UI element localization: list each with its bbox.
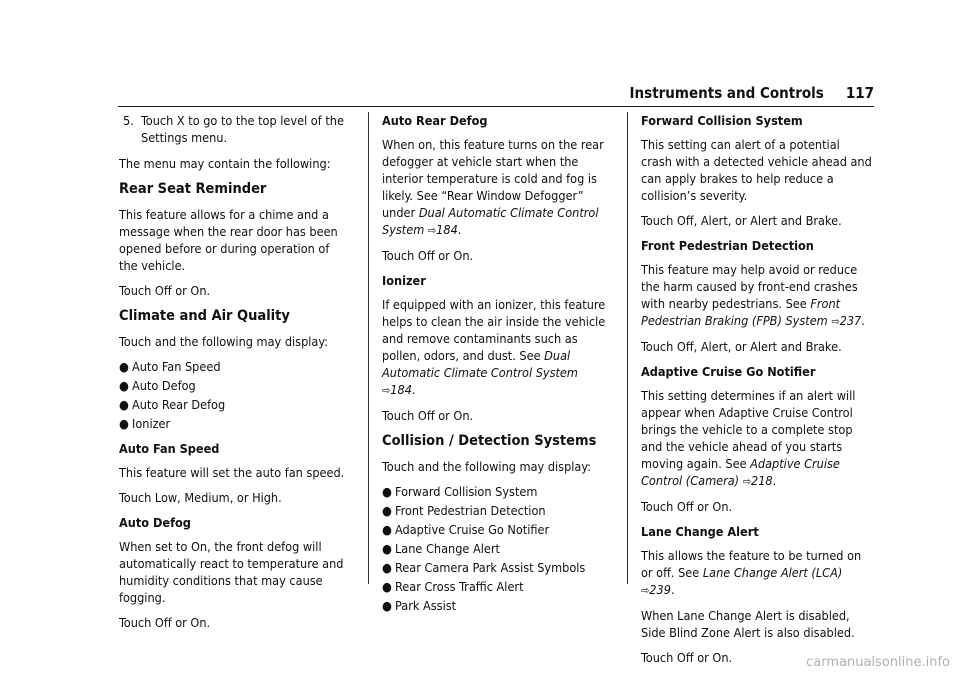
bullet-icon: ● [119, 359, 129, 374]
subheading: Auto Rear Defog [382, 113, 488, 128]
step-number: 5. [123, 113, 134, 128]
step-text: Touch X to go to the top level of the Settings menu. [141, 113, 344, 145]
list-item: ● Ionizer [119, 416, 171, 431]
page-reference[interactable]: 218 [751, 473, 773, 488]
page-arrow-icon: ⇨ [382, 384, 391, 397]
climate-list [119, 358, 351, 432]
list-item: ● Adaptive Cruise Go Notifier [382, 522, 550, 537]
page-reference[interactable]: 239 [649, 582, 671, 597]
section-title: Instruments and Controls [629, 84, 824, 102]
cross-reference-link[interactable]: Dual Automatic Climate Control System [382, 348, 578, 380]
bullet-icon: ● [119, 378, 129, 393]
page-header [630, 84, 874, 102]
heading-rear-seat-reminder: Rear Seat Reminder [119, 181, 267, 197]
subheading: Lane Change Alert [641, 524, 759, 539]
list-item: ● Auto Defog [119, 378, 196, 393]
subheading: Forward Collision System [641, 113, 803, 128]
list-item: ● Rear Camera Park Assist Symbols [382, 560, 586, 575]
paragraph: Touch and the following may display: [382, 459, 591, 474]
list-item: ● Auto Fan Speed [119, 359, 221, 374]
list-item: ● Auto Rear Defog [119, 397, 226, 412]
list-item: ● Rear Cross Traffic Alert [382, 579, 524, 594]
column-divider [368, 112, 369, 584]
bullet-icon: ● [382, 541, 392, 556]
bullet-icon: ● [382, 484, 392, 499]
header-rule [118, 106, 874, 107]
heading-climate-air-quality: Climate and Air Quality [119, 308, 290, 324]
cross-reference-link[interactable]: Front Pedestrian Braking (FPB) System [641, 296, 841, 328]
bullet-icon: ● [382, 579, 392, 594]
page-number: 117 [845, 84, 874, 102]
bullet-icon: ● [382, 598, 392, 613]
paragraph: This allows the feature to be turned on or off. See Lane Change Alert (LCA) ⇨239. [641, 548, 862, 597]
step-item [119, 112, 351, 146]
cross-reference-link[interactable]: Lane Change Alert (LCA) [702, 565, 843, 580]
paragraph: This feature may help avoid or reduce the harm caused by front-end crashes with nearby pedestrians. See Front Pedestrian Braking (FPB) System ⇨237. [641, 262, 865, 328]
column-divider [627, 112, 628, 584]
paragraph: When set to On, the front defog will automatically react to temperature and humidity conditions that may cause fogging. [119, 539, 344, 605]
bullet-icon: ● [119, 416, 129, 431]
paragraph: This feature allows for a chime and a message when the rear door has been opened before or during operation of the vehicle. [119, 207, 338, 273]
subheading: Auto Fan Speed [119, 441, 220, 456]
bullet-icon: ● [382, 560, 392, 575]
paragraph: Touch Off or On. [382, 248, 474, 263]
column-right [641, 112, 873, 674]
list-item: ● Front Pedestrian Detection [382, 503, 546, 518]
subheading: Adaptive Cruise Go Notifier [641, 364, 816, 379]
page-arrow-icon: ⇨ [831, 315, 840, 328]
bullet-icon: ● [382, 503, 392, 518]
page-arrow-icon: ⇨ [742, 475, 752, 488]
page-reference[interactable]: 184 [436, 222, 458, 237]
paragraph: Touch Off, Alert, or Alert and Brake. [641, 213, 842, 228]
paragraph: Touch Off, Alert, or Alert and Brake. [641, 339, 842, 354]
heading-collision-detection: Collision / Detection Systems [382, 433, 597, 449]
collision-list [382, 483, 614, 614]
subheading: Auto Defog [119, 515, 191, 530]
paragraph: When on, this feature turns on the rear defogger at vehicle start when the interior temperature is cold and fog is likely. See “Rear Window Defogger” under Dual Automatic Climate Control System ⇨184. [382, 137, 604, 237]
paragraph: Touch Low, Medium, or High. [119, 490, 282, 505]
page-arrow-icon: ⇨ [641, 584, 650, 597]
subheading: Ionizer [382, 273, 426, 288]
paragraph: Touch Off or On. [119, 283, 211, 298]
paragraph: This setting can alert of a potential crash with a detected vehicle ahead and can apply brakes to help reduce a collision’s severity. [641, 137, 872, 203]
cross-reference-link[interactable]: Dual Automatic Climate Control System [382, 205, 599, 237]
paragraph: If equipped with an ionizer, this feature helps to clean the air inside the vehicle and remove contaminants such as pollen, odors, and dust. See Dual Automatic Climate Control System ⇨184. [382, 297, 606, 397]
paragraph: Touch and the following may display: [119, 334, 328, 349]
column-middle [382, 112, 614, 622]
paragraph: Touch Off or On. [119, 615, 211, 630]
watermark: carmanualsonline.info [806, 655, 950, 670]
paragraph: When Lane Change Alert is disabled, Side Blind Zone Alert is also disabled. [641, 608, 855, 640]
column-left [119, 112, 351, 639]
cross-reference-link[interactable]: Adaptive Cruise Control (Camera) [641, 456, 840, 488]
paragraph: Touch Off or On. [382, 408, 474, 423]
bullet-icon: ● [382, 522, 392, 537]
page-arrow-icon: ⇨ [427, 224, 437, 237]
menu-intro: The menu may contain the following: [119, 156, 331, 171]
paragraph: Touch Off or On. [641, 650, 733, 665]
paragraph: This setting determines if an alert will appear when Adaptive Cruise Control brings the vehicle to a complete stop and the vehicle ahead of you starts moving again. See Adaptive Cruise Control (Camera) ⇨218. [641, 388, 856, 488]
list-item: ● Park Assist [382, 598, 457, 613]
paragraph: Touch Off or On. [641, 499, 733, 514]
subheading: Front Pedestrian Detection [641, 238, 814, 253]
list-item: ● Forward Collision System [382, 484, 538, 499]
page-reference[interactable]: 237 [839, 313, 862, 328]
list-item: ● Lane Change Alert [382, 541, 500, 556]
bullet-icon: ● [119, 397, 129, 412]
page-reference[interactable]: 184 [390, 382, 412, 397]
paragraph: This feature will set the auto fan speed. [119, 465, 345, 480]
